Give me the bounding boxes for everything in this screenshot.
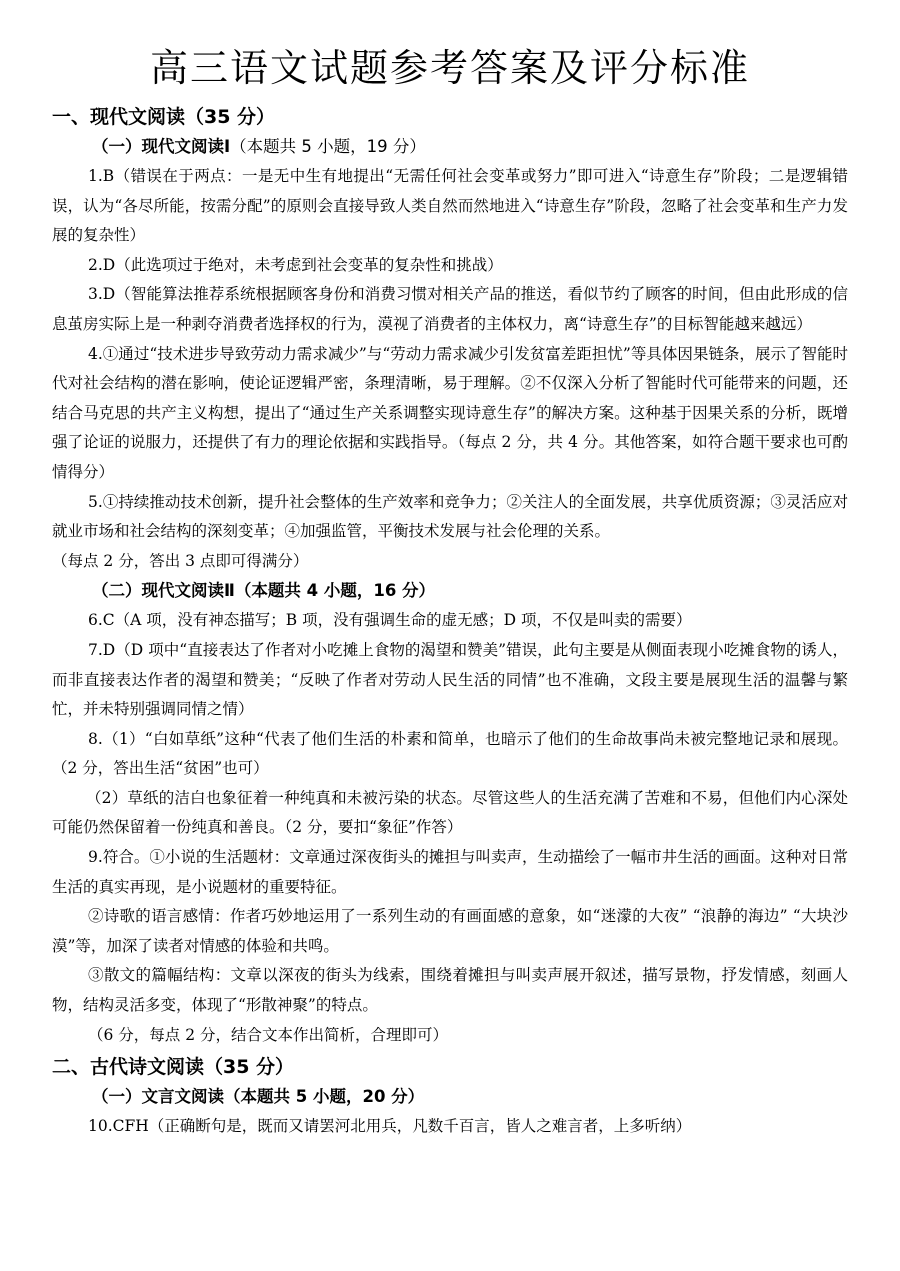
answer-q2: 2.D（此选项过于绝对，未考虑到社会变革的复杂性和挑战）	[88, 255, 503, 274]
answer-q9-point2: ②诗歌的语言感情：作者巧妙地运用了一系列生动的有画面感的意象，如“迷濛的大夜” “浪静的海边” “大块沙漠”等，加深了读者对情感的体验和共鸣。	[52, 907, 848, 955]
subsection-heading-classical-prose: （一）文言文阅读（本题共 5 小题，20 分）	[92, 1087, 425, 1107]
answer-q10: 10.CFH（正确断句是，既而又请罢河北用兵，凡数千百言，皆人之难言者，上多听纳）	[88, 1117, 692, 1136]
answer-q1: 1.B（错误在于两点：一是无中生有地提出“无需任何社会变革或努力”即可进入“诗意生存”阶段；二是逻辑错误，认为“各尽所能，按需分配”的原则会直接导致人类自然而然地进入“诗意生存”阶段，忽略了社会变革和生产力发展的复杂性）	[52, 167, 848, 245]
answer-q5-scoring: （每点 2 分，答出 3 点即可得满分）	[52, 551, 309, 570]
section-heading-modern-reading: 一、现代文阅读（35 分）	[52, 106, 276, 128]
answer-q7: 7.D（D 项中“直接表达了作者对小吃摊上食物的渴望和赞美”错误，此句主要是从侧面表现小吃摊食物的诱人，而非直接表达作者的渴望和赞美；“反映了作者对劳动人民生活的同情”也不准确，文段主要是展现生活的温馨与繁忙，并未特别强调同情之情）	[52, 640, 848, 719]
answer-q9-point3: ③散文的篇幅结构：文章以深夜的街头为线索，围绕着摊担与叫卖声展开叙述，描写景物，抒发情感，刻画人物，结构灵活多变，体现了“形散神聚”的特点。	[52, 966, 848, 1015]
subsection-heading-modern-reading-1	[52, 132, 848, 162]
answer-q9-point1: 9.符合。①小说的生活题材：文章通过深夜街头的摊担与叫卖声，生动描绘了一幅市井生活的画面。这种对日常生活的真实再现，是小说题材的重要特征。	[52, 848, 848, 896]
answer-q8-part1: 8.（1）“白如草纸”这种“代表了他们生活的朴素和简单，也暗示了他们的生命故事尚未被完整地记录和展现。（2 分，答出生活“贫困”也可）	[52, 729, 848, 778]
subsection-label: （一）现代文阅读Ⅰ	[92, 137, 231, 156]
answer-q9-scoring: （6 分，每点 2 分，结合文本作出简析，合理即可）	[88, 1025, 449, 1044]
subsection-note: （本题共 5 小题，19 分）	[230, 137, 426, 156]
answer-q6: 6.C（A 项，没有神态描写；B 项，没有强调生命的虚无感；D 项，不仅是叫卖的需要）	[88, 611, 692, 630]
subsection-heading-modern-reading-2: （二）现代文阅读Ⅱ（本题共 4 小题，16 分）	[92, 581, 436, 601]
answer-q8-part2: （2）草纸的洁白也象征着一种纯真和未被污染的状态。尽管这些人的生活充满了苦难和不易，但他们内心深处可能仍然保留着一份纯真和善良。（2 分，要扣“象征”作答）	[52, 788, 848, 837]
document-title: 高三语文试题参考答案及评分标准	[149, 46, 750, 90]
answer-q5: 5.①持续推动技术创新，提升社会整体的生产效率和竞争力；②关注人的全面发展，共享优质资源；③灵活应对就业市场和社会结构的深刻变革；④加强监管，平衡技术发展与社会伦理的关系。	[52, 492, 848, 541]
section-heading-classical-reading: 二、古代诗文阅读（35 分）	[52, 1056, 295, 1079]
answer-q3: 3.D（智能算法推荐系统根据顾客身份和消费习惯对相关产品的推送，看似节约了顾客的时间，但由此形成的信息茧房实际上是一种剥夺消费者选择权的行为，漠视了消费者的主体权力，离“诗意生存”的目标智能越来越远）	[52, 285, 848, 333]
answer-q4: 4.①通过“技术进步导致劳动力需求减少”与“劳动力需求减少引发贫富差距担忧”等具体因果链条，展示了智能时代对社会结构的潜在影响，使论证逻辑严密，条理清晰，易于理解。②不仅深入分析了智能时代可能带来的问题，还结合马克思的共产主义构想，提出了“通过生产关系调整实现诗意生存”的解决方案。这种基于因果关系的分析，既增强了论证的说服力，还提供了有力的理论依据和实践指导。（每点 2 分，共 4 分。其他答案，如符合题干要求也可酌情得分）	[52, 344, 848, 481]
